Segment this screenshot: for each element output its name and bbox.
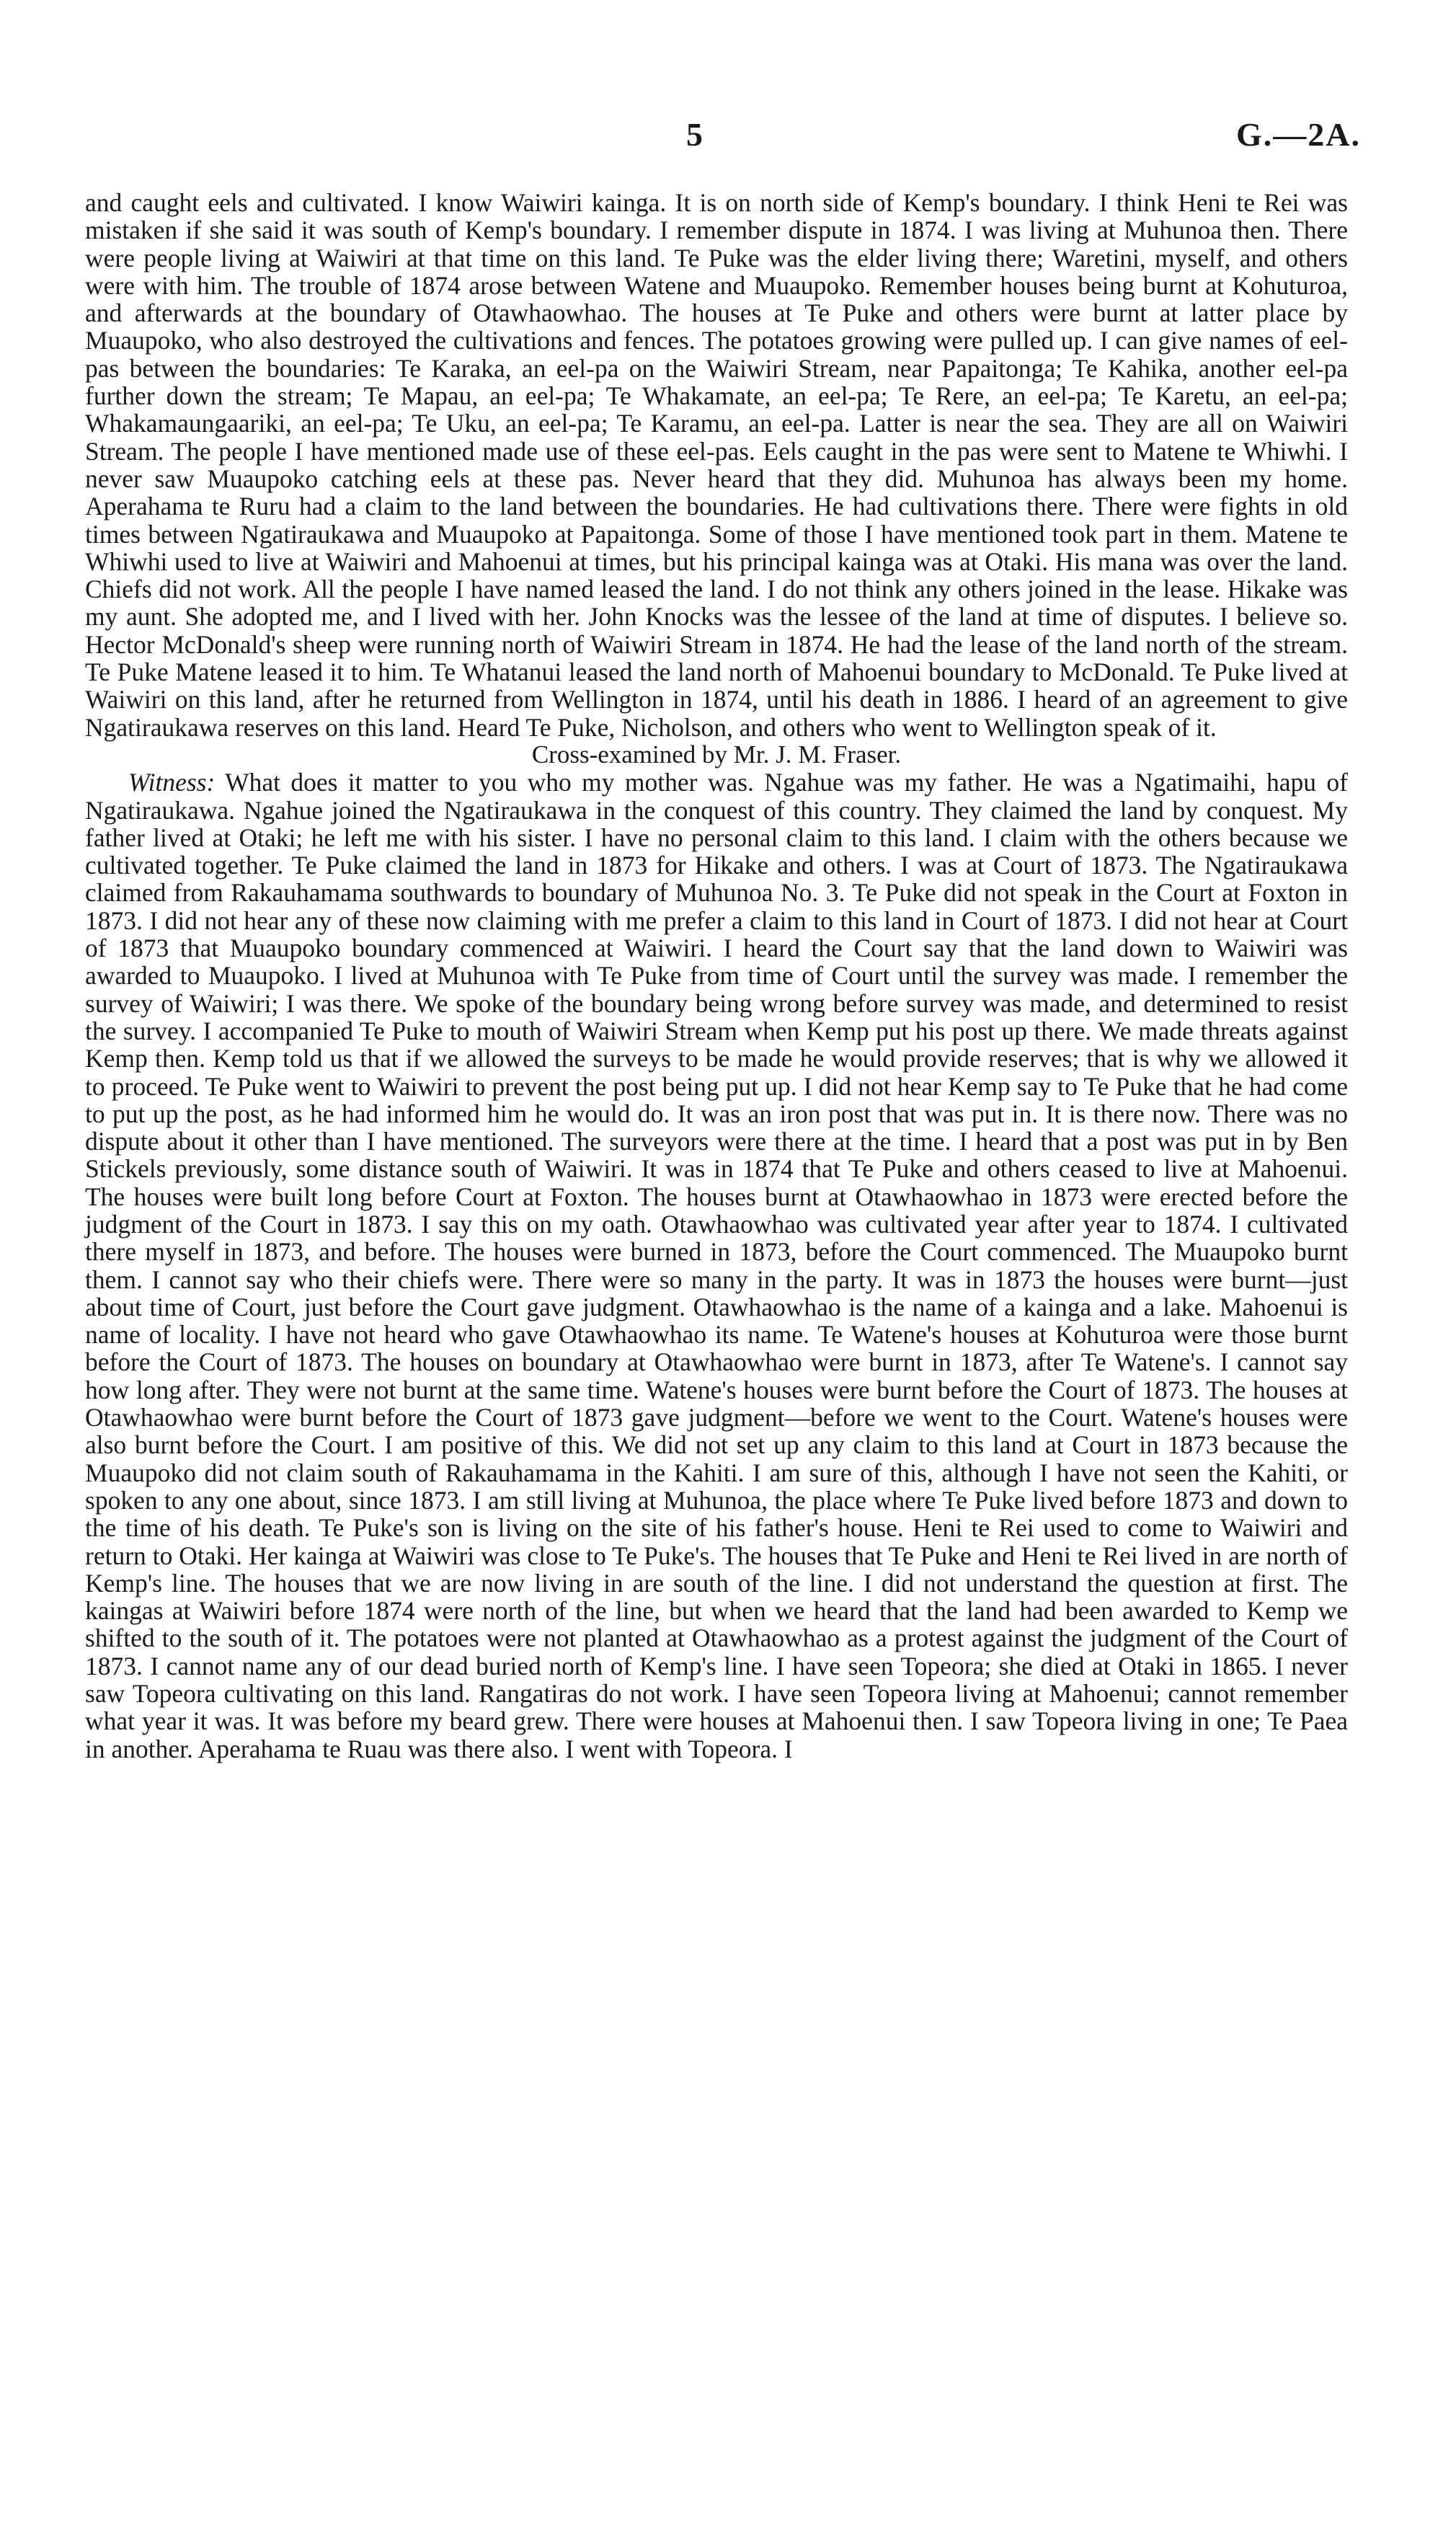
document-body (85, 189, 1348, 1763)
paragraph-evidence: and caught eels and cultivated. I know Waiwiri kainga. It is on north side of Kemp's boundary. I think Heni te Rei was mistaken if she said it was south of Kemp's boundary. I remember dispute in 1874. I was living at Muhunoa then. There were people living at Waiwiri at that time on this land. Te Puke was the elder living there; Waretini, myself, and others were with him. The trouble of 1874 arose between Watene and Muaupoko. Remember houses being burnt at Kohuturoa, and afterwards at the boundary of Otawhaowhao. The houses at Te Puke and others were burnt at latter place by Muaupoko, who also destroyed the cultivations and fences. The potatoes growing were pulled up. I can give names of eel-pas between the boundaries: Te Karaka, an eel-pa on the Waiwiri Stream, near Papaitonga; Te Kahika, another eel-pa further down the stream; Te Mapau, an eel-pa; Te Whakamate, an eel-pa; Te Rere, an eel-pa; Te Karetu, an eel-pa; Whakamaungaariki, an eel-pa; Te Uku, an eel-pa; Te Karamu, an eel-pa. Latter is near the sea. They are all on Waiwiri Stream. The people I have mentioned made use of these eel-pas. Eels caught in the pas were sent to Matene te Whiwhi. I never saw Muaupoko catching eels at these pas. Never heard that they did. Muhunoa has always been my home. Aperahama te Ruru had a claim to the land between the boundaries. He had cultivations there. There were fights in old times between Ngatiraukawa and Muaupoko at Papaitonga. Some of those I have mentioned took part in them. Matene te Whiwhi used to live at Waiwiri and Mahoenui at times, but his principal kainga was at Otaki. His mana was over the land. Chiefs did not work. All the people I have named leased the land. I do not think any others joined in the lease. Hikake was my aunt. She adopted me, and I lived with her. John Knocks was the lessee of the land at time of disputes. I believe so. Hector McDonald's sheep were running north of Waiwiri Stream in 1874. He had the lease of the land north of the stream. Te Puke Matene leased it to him. Te Whatanui leased the land north of Mahoenui boundary to McDonald. Te Puke lived at Waiwiri on this land, after he returned from Wellington in 1874, until his death in 1886. I heard of an agreement to give Ngatiraukawa reserves on this land. Heard Te Puke, Nicholson, and others who went to Wellington speak of it. (85, 188, 1348, 742)
document-reference: G.—2A. (1236, 116, 1361, 153)
cross-examination-text: What does it matter to you who my mother was. Ngahue was my father. He was a Ngatimaihi, hapu of Ngatiraukawa. Ngahue joined the Ngatiraukawa in the conquest of this country. They claimed the land by conquest. My father lived at Otaki; he left me with his sister. I have no personal claim to this land. I claim with the others because we cultivated together. Te Puke claimed the land in 1873 for Hikake and others. I was at Court of 1873. The Ngatiraukawa claimed from Rakauhamama southwards to boundary of Muhunoa No. 3. Te Puke did not speak in the Court at Foxton in 1873. I did not hear any of these now claiming with me prefer a claim to this land in Court of 1873. I did not hear at Court of 1873 that Muaupoko boundary commenced at Waiwiri. I heard the Court say that the land down to Waiwiri was awarded to Muaupoko. I lived at Muhunoa with Te Puke from time of Court until the survey was made. I remember the survey of Waiwiri; I was there. We spoke of the boundary being wrong before survey was made, and determined to resist the survey. I accompanied Te Puke to mouth of Waiwiri Stream when Kemp put his post up there. We made threats against Kemp then. Kemp told us that if we allowed the surveys to be made he would provide reserves; that is why we allowed it to proceed. Te Puke went to Waiwiri to prevent the post being put up. I did not hear Kemp say to Te Puke that he had come to put up the post, as he had informed him he would do. It was an iron post that was put in. It is there now. There was no dispute about it other than I have mentioned. The surveyors were there at the time. I heard that a post was put in by Ben Stickels previously, some distance south of Waiwiri. It was in 1874 that Te Puke and others ceased to live at Mahoenui. The houses were built long before Court at Foxton. The houses burnt at Otawhaowhao in 1873 were erected before the judgment of the Court in 1873. I say this on my oath. Otawhaowhao was cultivated year after year to 1874. I cultivated there myself in 1873, and before. The houses were burned in 1873, before the Court commenced. The Muaupoko burnt them. I cannot say who their chiefs were. There were so many in the party. It was in 1873 the houses were burnt—just about time of Court, just before the Court gave judgment. Otawhaowhao is the name of a kainga and a lake. Mahoenui is name of locality. I have not heard who gave Otawhaowhao its name. Te Watene's houses at Kohuturoa were those burnt before the Court of 1873. The houses on boundary at Otawhaowhao were burnt in 1873, after Te Watene's. I cannot say how long after. They were not burnt at the same time. Watene's houses were burnt before the Court of 1873. The houses at Otawhaowhao were burnt before the Court of 1873 gave judgment—before we went to the Court. Watene's houses were also burnt before the Court. I am positive of this. We did not set up any claim to this land at Court in 1873 because the Muaupoko did not claim south of Rakauhamama in the Kahiti. I am sure of this, although I have not seen the Kahiti, or spoken to any one about, since 1873. I am still living at Muhunoa, the place where Te Puke lived before 1873 and down to the time of his death. Te Puke's son is living on the site of his father's house. Heni te Rei used to come to Waiwiri and return to Otaki. Her kainga at Waiwiri was close to Te Puke's. The houses that Te Puke and Heni te Rei lived in are north of Kemp's line. The houses that we are now living in are south of the line. I did not understand the question at first. The kaingas at Waiwiri before 1874 were north of the line, but when we heard that the land had been awarded to Kemp we shifted to the south of it. The potatoes were not planted at Otawhaowhao as a protest against the judgment of the Court of 1873. I cannot name any of our dead buried north of Kemp's line. I have seen Topeora; she died at Otaki in 1865. I never saw Topeora cultivating on this land. Rangatiras do not work. I have seen Topeora living at Mahoenui; cannot remember what year it was. It was before my beard grew. There were houses at Mahoenui then. I saw Topeora living in one; Te Paea in another. Aperahama te Ruau was there also. I went with Topeora. I (85, 768, 1348, 1763)
section-heading: Cross-examined by Mr. J. M. Fraser. (531, 740, 902, 769)
witness-label: Witness: (128, 768, 216, 797)
page-number: 5 (686, 116, 703, 153)
paragraph-cross-examination (85, 769, 1348, 1763)
